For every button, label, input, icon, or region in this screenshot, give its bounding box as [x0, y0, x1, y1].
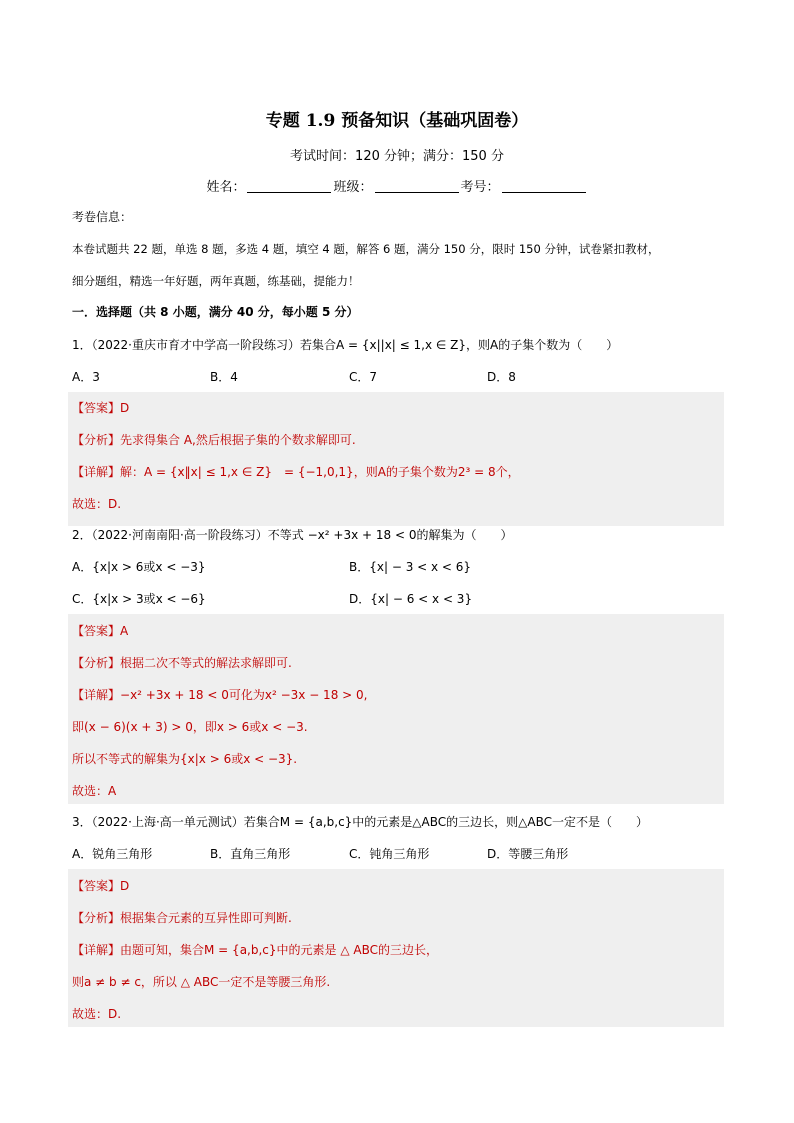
- q1-option-d: D．8: [487, 370, 516, 384]
- name-label: 姓名：: [206, 180, 246, 195]
- q3-option-c: C．钝角三角形: [349, 847, 430, 861]
- q3-analysis: [72, 909, 724, 927]
- q1-conclusion: 故选：D.: [72, 497, 122, 511]
- analysis-tag: 【分析】: [72, 911, 121, 925]
- q3-option-a: A．锐角三角形: [72, 847, 153, 861]
- q2-option-a: A．{x|x > 6或x < −3}: [72, 560, 206, 574]
- q3-option-b: B．直角三角形: [210, 847, 291, 861]
- q3-detail: [72, 941, 724, 959]
- detail-text: 解：A = {x‖x| ≤ 1,x ∈ Z} = {−1,0,1}，则A的子集个数为2³ = 8个，: [120, 465, 520, 479]
- section-title: 一．选择题（共 8 小题，满分 40 分，每小题 5 分）: [72, 305, 359, 319]
- q3-step2: 则a ≠ b ≠ c，所以 △ ABC一定不是等腰三角形.: [72, 975, 331, 989]
- q2-step2: 即(x − 6)(x + 3) > 0，即x > 6或x < −3.: [72, 720, 308, 734]
- q1-option-c: C．7: [349, 370, 378, 384]
- question-3-stem: 3．（2022·上海·高一单元测试）若集合M = {a,b,c}中的元素是△ABC的三边长，则△ABC一定不是（ ）: [72, 815, 648, 829]
- detail-tag: 【详解】: [72, 943, 121, 957]
- number-label: 考号：: [460, 180, 500, 195]
- answer-tag: 【答案】: [72, 401, 121, 415]
- class-field[interactable]: [375, 180, 459, 193]
- q1-option-a: A．3: [72, 370, 100, 384]
- analysis-tag: 【分析】: [72, 433, 121, 447]
- page-title: 专题 1.9 预备知识（基础巩固卷）: [265, 111, 529, 131]
- q2-detail: [72, 686, 724, 704]
- answer-tag: 【答案】: [72, 879, 121, 893]
- question-1-stem: 1．（2022·重庆市育才中学高一阶段练习）若集合A = {x||x| ≤ 1,x ∈ Z}，则A的子集个数为（ ）: [72, 338, 619, 352]
- answer-value: D: [120, 401, 130, 415]
- q2-solution-box: [68, 614, 724, 804]
- q2-conclusion: 故选：A: [72, 784, 117, 798]
- exam-info-heading: 考卷信息：: [72, 210, 133, 224]
- analysis-text: 根据集合元素的互异性即可判断.: [120, 911, 292, 925]
- q2-step3: 所以不等式的解集为{x|x > 6或x < −3}.: [72, 752, 298, 766]
- q2-option-c: C．{x|x > 3或x < −6}: [72, 592, 206, 606]
- q1-answer: [72, 399, 724, 417]
- q1-analysis: [72, 431, 724, 449]
- q3-option-d: D．等腰三角形: [487, 847, 569, 861]
- exam-info-line1: 本卷试题共 22 题，单选 8 题，多选 4 题，填空 4 题，解答 6 题，满分 150 分，限时 150 分钟，试卷紧扣教材，: [72, 242, 660, 256]
- detail-tag: 【详解】: [72, 465, 121, 479]
- analysis-text: 根据二次不等式的解法求解即可.: [120, 656, 292, 670]
- q3-conclusion: 故选：D.: [72, 1007, 122, 1021]
- q2-option-d: D．{x| − 6 < x < 3}: [349, 592, 473, 606]
- class-label: 班级：: [333, 180, 373, 195]
- detail-text: −x² +3x + 18 < 0可化为x² −3x − 18 > 0,: [120, 688, 368, 702]
- q2-answer: [72, 622, 724, 640]
- number-field[interactable]: [502, 180, 586, 193]
- detail-tag: 【详解】: [72, 688, 121, 702]
- exam-time: 考试时间：120 分钟；满分：150 分: [290, 149, 504, 164]
- q1-option-b: B．4: [210, 370, 238, 384]
- q2-analysis: [72, 654, 724, 672]
- analysis-text: 先求得集合 A,然后根据子集的个数求解即可.: [120, 433, 356, 447]
- detail-text: 由题可知，集合M = {a,b,c}中的元素是 △ ABC的三边长，: [120, 943, 438, 957]
- answer-value: A: [120, 624, 129, 638]
- q2-option-b: B．{x| − 3 < x < 6}: [349, 560, 472, 574]
- exam-info-line2: 细分题组，精选一年好题，两年真题，练基础，提能力！: [72, 274, 360, 288]
- question-2-stem: 2．（2022·河南南阳·高一阶段练习）不等式 −x² +3x + 18 < 0的解集为（ ）: [72, 528, 513, 542]
- name-field[interactable]: [247, 180, 331, 193]
- q3-answer: [72, 877, 724, 895]
- analysis-tag: 【分析】: [72, 656, 121, 670]
- q1-detail: [72, 463, 724, 481]
- answer-value: D: [120, 879, 130, 893]
- answer-tag: 【答案】: [72, 624, 121, 638]
- student-info: [0, 176, 794, 195]
